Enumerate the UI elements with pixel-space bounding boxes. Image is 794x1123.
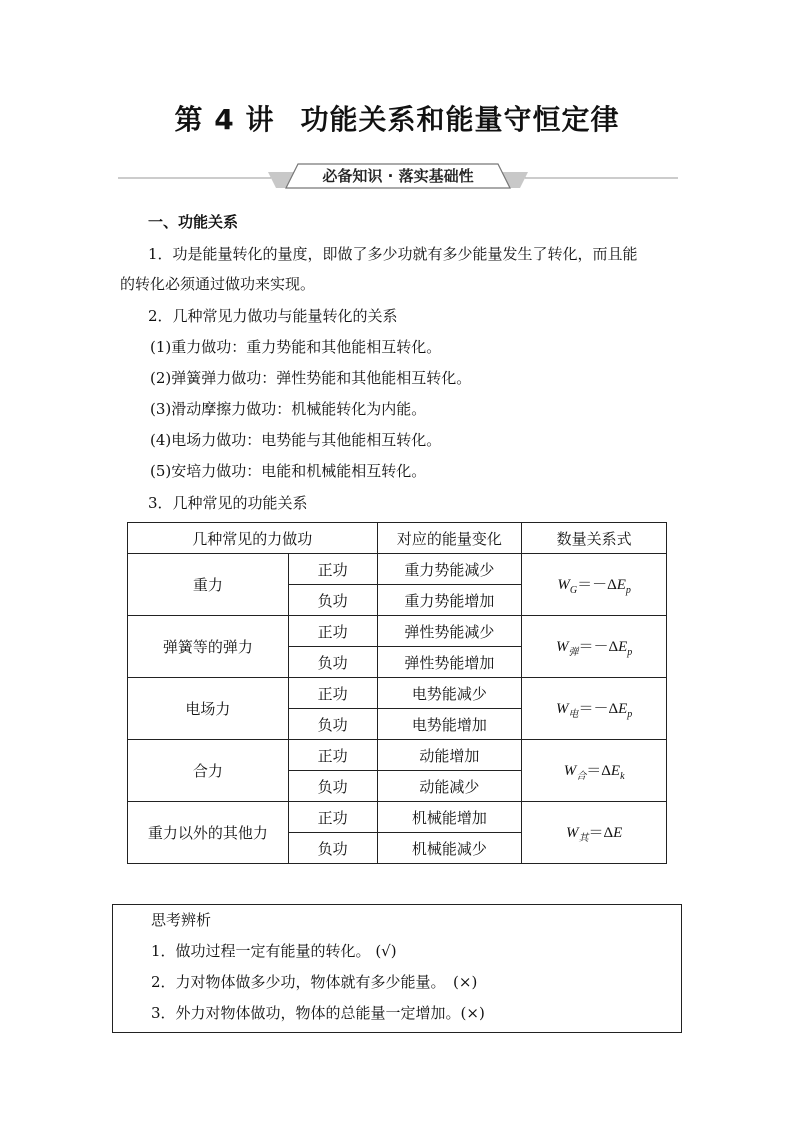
formula-cell: $W_合=\Delta E_k$ <box>522 740 667 802</box>
paragraph-2: 2．几种常见力做功与能量转化的关系 <box>148 307 398 325</box>
header-formula: 数量关系式 <box>522 523 667 554</box>
page-title <box>0 98 794 138</box>
work-type-cell: 正功 <box>288 678 377 709</box>
thinking-item: 2．力对物体做多少功，物体就有多少能量。 (×) <box>151 973 478 991</box>
work-type-cell: 正功 <box>288 616 377 647</box>
work-type-cell: 正功 <box>288 802 377 833</box>
table-row <box>128 616 667 647</box>
section-banner <box>118 162 678 192</box>
energy-change-cell: 弹性势能增加 <box>377 647 522 678</box>
formula-cell: $W_电=-\Delta E_p$ <box>522 678 667 740</box>
list-item: (5)安培力做功：电能和机械能相互转化。 <box>150 462 427 480</box>
force-cell: 重力以外的其他力 <box>128 802 289 864</box>
thinking-heading: 思考辨析 <box>151 911 212 929</box>
table-row <box>128 740 667 771</box>
energy-change-cell: 电势能增加 <box>377 709 522 740</box>
thinking-item: 3．外力对物体做功，物体的总能量一定增加。(×) <box>151 1004 485 1022</box>
work-type-cell: 负功 <box>288 585 377 616</box>
header-energy-change: 对应的能量变化 <box>377 523 522 554</box>
force-cell: 电场力 <box>128 678 289 740</box>
energy-change-cell: 动能减少 <box>377 771 522 802</box>
energy-change-cell: 电势能减少 <box>377 678 522 709</box>
energy-change-cell: 弹性势能减少 <box>377 616 522 647</box>
lecture-topic: 功能关系和能量守恒定律 <box>300 103 620 136</box>
thinking-box <box>112 904 682 1033</box>
force-cell: 合力 <box>128 740 289 802</box>
work-type-cell: 负功 <box>288 833 377 864</box>
table-row <box>128 554 667 585</box>
formula-cell: $W_G=-\Delta E_p$ <box>522 554 667 616</box>
paragraph-1-line-1: 1．功是能量转化的量度，即做了多少功就有多少能量发生了转化，而且能 <box>148 245 638 263</box>
lecture-number: 第 4 讲 <box>174 103 275 136</box>
energy-change-cell: 机械能减少 <box>377 833 522 864</box>
table-row <box>128 802 667 833</box>
work-type-cell: 负功 <box>288 709 377 740</box>
work-type-cell: 负功 <box>288 647 377 678</box>
formula-cell: $W_弹=-\Delta E_p$ <box>522 616 667 678</box>
energy-change-cell: 机械能增加 <box>377 802 522 833</box>
table-header-row <box>128 523 667 554</box>
table-row <box>128 678 667 709</box>
work-type-cell: 负功 <box>288 771 377 802</box>
list-item: (1)重力做功：重力势能和其他能相互转化。 <box>150 338 442 356</box>
banner-label: 必备知识 · 落实基础性 <box>322 167 474 185</box>
header-force: 几种常见的力做功 <box>128 523 378 554</box>
energy-change-cell: 重力势能增加 <box>377 585 522 616</box>
section-heading: 一、功能关系 <box>148 213 239 231</box>
energy-change-cell: 动能增加 <box>377 740 522 771</box>
function-relation-table <box>127 522 667 864</box>
work-type-cell: 正功 <box>288 554 377 585</box>
energy-change-cell: 重力势能减少 <box>377 554 522 585</box>
formula-cell: $W_其=\Delta E$ <box>522 802 667 864</box>
paragraph-3: 3．几种常见的功能关系 <box>148 494 308 512</box>
thinking-item: 1．做功过程一定有能量的转化。 (√) <box>151 942 397 960</box>
force-cell: 弹簧等的弹力 <box>128 616 289 678</box>
list-item: (3)滑动摩擦力做功：机械能转化为内能。 <box>150 400 427 418</box>
force-cell: 重力 <box>128 554 289 616</box>
list-item: (2)弹簧弹力做功：弹性势能和其他能相互转化。 <box>150 369 472 387</box>
paragraph-1-line-2: 的转化必须通过做功来实现。 <box>120 275 316 293</box>
list-item: (4)电场力做功：电势能与其他能相互转化。 <box>150 431 442 449</box>
work-type-cell: 正功 <box>288 740 377 771</box>
